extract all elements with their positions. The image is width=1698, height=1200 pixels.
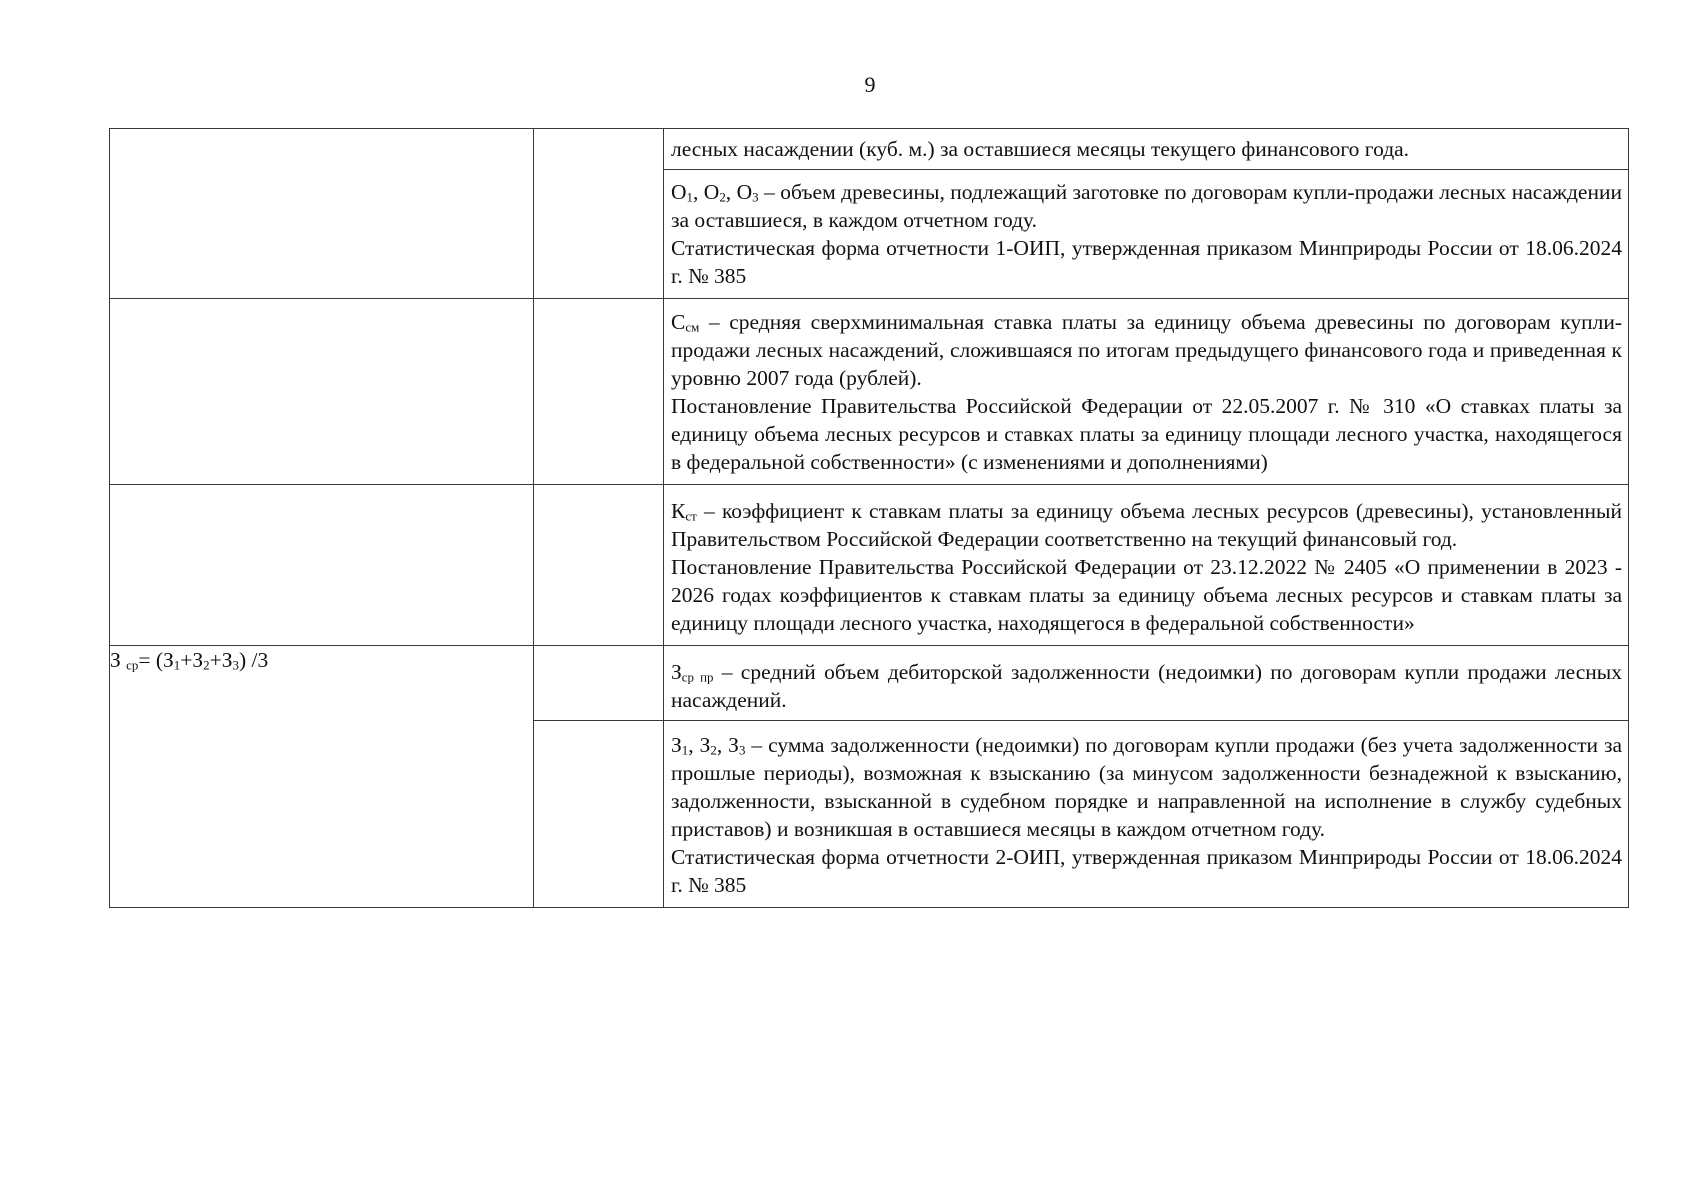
unit-cell-empty [534,299,664,485]
description-cell [664,485,1629,646]
description-source: Постановление Правительства Российской Федерации от 22.05.2007 г. № 310 «О ставках платы за единицу объема лесных ресурсов и ставках платы за единицу площади лесного участка, находящегося в федеральной собственности» (с изменениями и дополнениями) [671,394,1622,474]
description-definition: $С_{см}$ – средняя сверхминимальная ставка платы за единицу объема древесины по договорам купли-продажи лесных насаждений, сложившаяся по итогам предыдущего финансового года и приведенная к уровню 2007 года (рублей). [671,310,1622,390]
unit-cell-empty [534,646,664,721]
formula-cell [110,646,534,908]
table-row [110,129,1629,170]
indicator-table [109,128,1629,908]
description-cell [664,299,1629,485]
table-row [110,485,1629,646]
description-text: лесных насаждении (куб. м.) за оставшиеся месяцы текущего финансового года. [671,137,1410,161]
description-definition: $З_{ср пр}$ – средний объем дебиторской задолженности (недоимки) по договорам купли продажи лесных насаждений. [671,660,1623,712]
unit-cell-empty [534,721,664,908]
description-definition: $О_1$, $О_2$, $О_3$ – объем древесины, подлежащий заготовке по договорам купли-продажи лесных насаждении за оставшиеся, в каждом отчетном году. [671,180,1622,232]
table-row [110,646,1629,721]
description-source: Статистическая форма отчетности 1-ОИП, утвержденная приказом Минприроды России от 18.06.2024 г. № 385 [671,236,1622,288]
description-cell [664,129,1629,170]
description-cell [664,646,1629,721]
description-cell [664,721,1629,908]
description-definition: $З_1$, $З_2$, $З_3$ – сумма задолженности (недоимки) по договорам купли продажи (без учета задолженности за прошлые периоды), возможная к взысканию (за минусом задолженности безнадежной к взысканию, задолженности, взысканной в судебном порядке и направленной на исполнение в службу судебных приставов) и возникшая в оставшиеся месяцы в каждом отчетном году. [671,733,1622,841]
page-number: 9 [864,72,876,97]
formula-cell-empty [110,299,534,485]
unit-cell-empty [534,485,664,646]
formula-cell-empty [110,129,534,299]
description-definition: $К_{ст}$ – коэффициент к ставкам платы за единицу объема лесных ресурсов (древесины), установленный Правительством Российской Федерации соответственно на текущий финансовый год. [671,499,1622,551]
formula-cell-empty [110,485,534,646]
description-cell [664,170,1629,299]
table-row [110,299,1629,485]
formula-text: З ср= (З1+З2+З3) /3 [110,648,269,673]
unit-cell-empty [534,129,664,299]
description-source: Постановление Правительства Российской Федерации от 23.12.2022 № 2405 «О применении в 2023 - 2026 годах коэффициентов к ставкам платы за единицу объема лесных ресурсов и ставкам платы за единицу площади лесного участка, находящегося в федеральной собственности» [671,555,1622,635]
description-source: Статистическая форма отчетности 2-ОИП, утвержденная приказом Минприроды России от 18.06.2024 г. № 385 [671,845,1622,897]
